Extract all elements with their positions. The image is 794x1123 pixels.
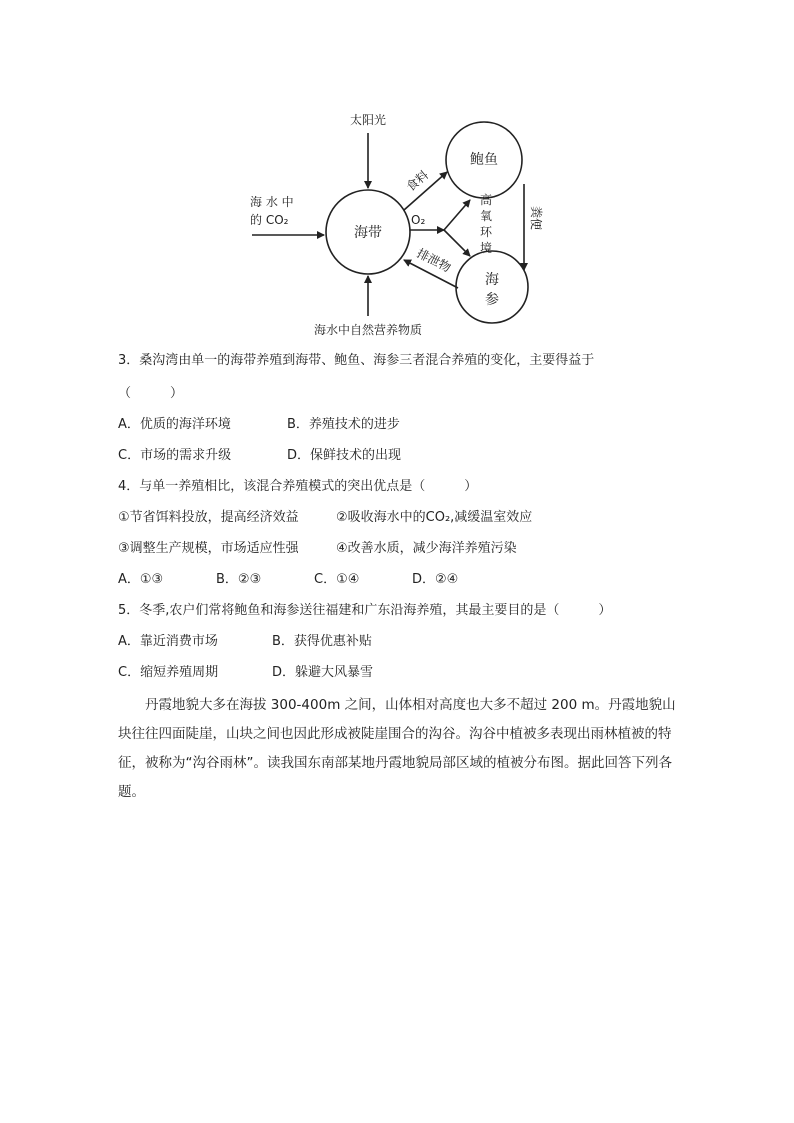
- question-5-option-d: D．躲避大风暴雪: [272, 665, 374, 680]
- high-oxygen-label-1: 高: [479, 193, 493, 207]
- excreta-label: 排泄物: [414, 246, 454, 275]
- sea-cucumber-label-bottom: 参: [485, 292, 499, 308]
- ecosystem-diagram-svg: [240, 100, 543, 345]
- excrement-label: 粪便: [529, 205, 543, 231]
- question-5-option-c: C．缩短养殖周期: [118, 665, 219, 680]
- question-4-option-a: A．①③: [118, 572, 164, 587]
- question-4-item-4: ④改善水质，减少海洋养殖污染: [336, 541, 517, 556]
- sea-cucumber-label-top: 海: [485, 272, 499, 288]
- question-4-item-2: ②吸收海水中的CO₂,减缓温室效应: [336, 510, 533, 525]
- oxygen-to-cucumber-arrow: [444, 230, 470, 256]
- question-3-option-a: A．优质的海洋环境: [118, 417, 231, 432]
- ecosystem-diagram: [240, 100, 543, 345]
- question-5-stem: 5．冬季,农户们常将鲍鱼和海参送往福建和广东沿海养殖，其最主要目的是（ ）: [118, 603, 612, 618]
- high-oxygen-label-2: 氧: [479, 209, 493, 223]
- question-5-option-a: A．靠近消费市场: [118, 634, 218, 649]
- feed-label: 食料: [403, 167, 432, 195]
- high-oxygen-label-3: 环: [479, 225, 493, 239]
- oxygen-to-abalone-arrow: [444, 200, 470, 230]
- question-3-stem: 3．桑沟湾由单一的海带养殖到海带、鲍鱼、海参三者混合养殖的变化，主要得益于: [118, 353, 595, 368]
- question-3-option-c: C．市场的需求升级: [118, 448, 232, 463]
- question-3-option-b: B．养殖技术的进步: [287, 417, 400, 432]
- question-4-option-c: C．①④: [314, 572, 360, 587]
- question-4-option-d: D．②④: [412, 572, 459, 587]
- high-oxygen-label-4: 境: [479, 241, 493, 255]
- co2-label-line2: 的 CO₂: [250, 213, 289, 227]
- reading-passage: 丹霞地貌大多在海拔 300-400m 之间，山体相对高度也大多不超过 200 m。丹霞地貌山块往往四面陡崖，山块之间也因此形成被陡崖围合的沟谷。沟谷中植被多表现出雨林植被的特征，被称为“沟谷雨林”。读我国东南部某地丹霞地貌局部区域的植被分布图。据此回答下列各题。: [118, 697, 676, 800]
- co2-label-line1: 海 水 中: [250, 195, 294, 209]
- question-3-option-d: D．保鲜技术的出现: [287, 448, 402, 463]
- abalone-label: 鲍鱼: [470, 152, 498, 168]
- question-4-stem: 4．与单一养殖相比，该混合养殖模式的突出优点是（ ）: [118, 479, 478, 494]
- question-4-option-b: B．②③: [216, 572, 262, 587]
- question-5-option-b: B．获得优惠补贴: [272, 634, 372, 649]
- question-3-blank: （ ）: [118, 386, 184, 401]
- sunlight-label: 太阳光: [349, 113, 387, 127]
- nutrients-label: 海水中自然营养物质: [313, 323, 423, 337]
- question-4-item-1: ①节省饵料投放，提高经济效益: [118, 510, 299, 525]
- question-4-item-3: ③调整生产规模，市场适应性强: [118, 541, 299, 556]
- kelp-label: 海带: [354, 225, 382, 241]
- oxygen-label: O₂: [411, 213, 426, 227]
